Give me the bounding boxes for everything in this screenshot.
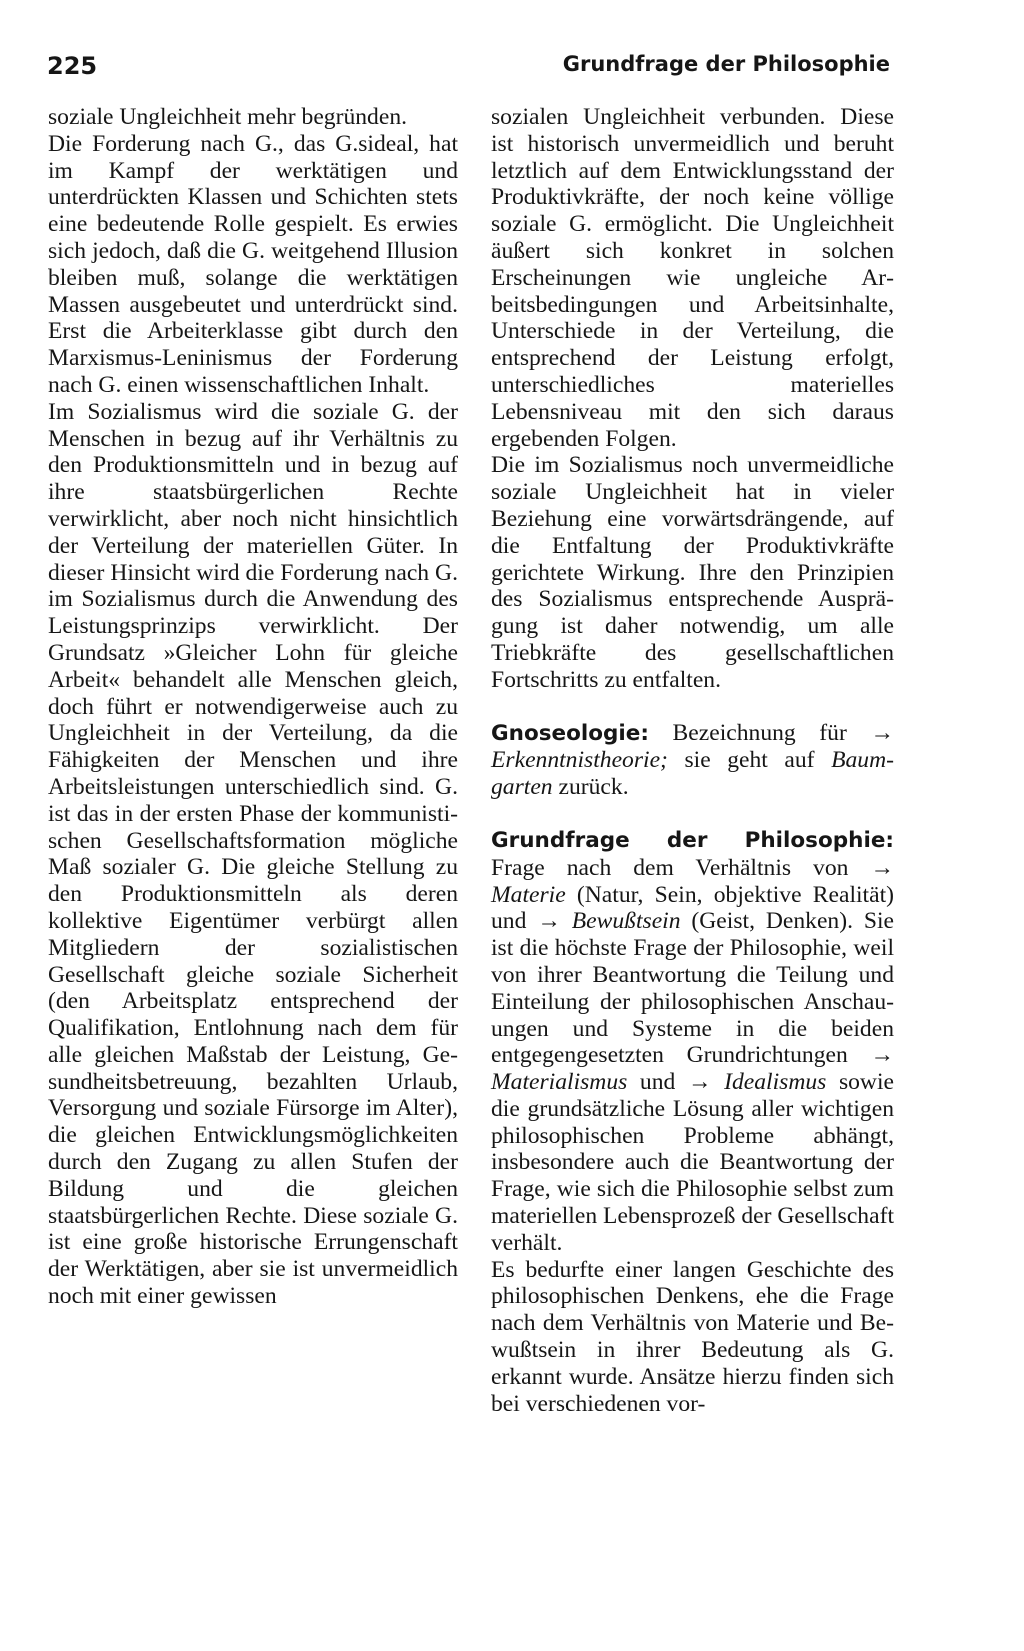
cross-reference: Materialismus — [491, 1069, 628, 1096]
entry-text: (Geist, Denken). Sie ist die höchste Frage der Philosophie, weil von ihrer Beantwortung die Teilung und Einteilung der philosophischen Anschauungen und Systeme in die beiden entgegengesetzten Grundrichtungen → — [491, 908, 895, 1069]
paragraph: sozialen Ungleichheit verbunden. Diese ist historisch unvermeidlich und beruht letztlich auf dem Entwicklungsstand der Produktivkräfte, der noch keine völlige soziale G. ermöglicht. Die Ungleichheit äußert sich konkret in solchen Erscheinungen wie ungleiche Arbeitsbedingungen und Arbeitsinhalte, Unterschiede in der Verteilung, die entsprechend der Leistung erfolgt, unterschiedliches materielles Lebensniveau mit den sich daraus ergebenden Folgen. — [491, 104, 894, 452]
entry-gnoseologie — [491, 720, 894, 801]
cross-reference: Materie — [491, 881, 566, 908]
entry-grundfrage — [491, 827, 894, 1257]
cross-reference: Erkenntnistheorie; — [491, 747, 668, 774]
running-head: Grundfrage der Philosophie — [562, 52, 890, 76]
paragraph: Die im Sozialismus noch unvermeidliche soziale Ungleichheit hat in vieler Beziehung eine vorwärtsdrängende, auf die Entfaltung der Produktivkräfte gerichtete Wirkung. Ihre den Prinzipien des Sozialismus entsprechende Ausprägung ist daher notwendig, um alle Triebkräfte des gesellschaftlichen Fortschritts zu entfalten. — [491, 452, 894, 693]
right-column — [491, 104, 894, 1417]
paragraph: soziale Ungleichheit mehr begründen. — [48, 104, 408, 130]
cross-reference: Idealismus — [724, 1069, 827, 1096]
entry-text: (Natur, Sein, objektive Realität) und → — [491, 881, 894, 935]
entry-text: Bezeichnung für → — [648, 719, 894, 746]
entry-text: und → — [627, 1069, 725, 1096]
paragraph: Es bedurfte einer langen Geschichte des philosophischen Denkens, ehe die Frage nach dem Verhältnis von Materie und Bewußtsein in ihrer Bedeutung als G. erkannt wurde. Ansätze hierzu finden sich bei verschiedenen vor- — [491, 1256, 894, 1417]
paragraph: Im Sozialismus wird die soziale G. der Menschen in bezug auf ihr Verhältnis zu den Produktionsmitteln und in bezug auf ihre staatsbürgerlichen Rechte verwirklicht, aber noch nicht hinsichtlich der Verteilung der materiellen Güter. In dieser Hinsicht wird die Forderung nach G. im Sozialismus durch die Anwendung des Leistungsprinzips verwirklicht. Der Grundsatz »Gleicher Lohn für gleiche Arbeit« behandelt alle Menschen gleich, doch führt er notwendigerweise auch zu Ungleichheit in der Verteilung, da die Fähigkeiten der Menschen und ihre Arbeitsleistungen unterschiedlich sind. G. ist das in der ersten Phase der kommunistischen Gesellschaftsformation mögliche Maß sozialer G. Die gleiche Stellung zu den Produktionsmitteln als deren kollektive Eigentümer verbürgt allen Mitgliedern der sozialistischen Gesellschaft gleiche soziale Sicherheit (den Arbeitsplatz entsprechend der Qualifikation, Entlohnung nach dem für alle gleichen Maßstab der Leistung, Gesundheitsbetreuung, bezahlten Urlaub, Versorgung und soziale Fürsorge im Alter), die gleichen Entwicklungsmöglichkeiten durch den Zugang zu allen Stufen der Bildung und die gleichen staatsbürgerlichen Rechte. Diese soziale G. ist eine große historische Errungenschaft der Werktätigen, aber sie ist unvermeidlich noch mit einer gewissen — [48, 398, 458, 1310]
page-header — [47, 52, 890, 88]
page-number: 225 — [47, 52, 98, 80]
entry-text: Frage nach dem Verhältnis von → — [491, 854, 894, 881]
entry-text: sowie die grundsätzliche Lösung aller wichtigen philosophischen Probleme abhängt, insbesondere auch die Beantwortung der Frage, wie sich die Philosophie selbst zum materiellen Lebensprozeß der Gesellschaft verhält. — [491, 1069, 894, 1256]
cross-reference: Bewußtsein — [571, 908, 681, 935]
entry-text: sie geht auf — [667, 747, 832, 774]
entry-headword: Gnoseologie: — [491, 720, 649, 746]
cross-reference: Baumgarten — [491, 747, 894, 801]
entry-text: zurück. — [552, 774, 629, 801]
left-column — [48, 104, 458, 1310]
entry-headword: Grundfrage der Philosophie: — [491, 827, 894, 853]
paragraph: Die Forderung nach G., das G.sideal, hat im Kampf der werktätigen und unterdrückten Klassen und Schichten stets eine bedeutende Rolle gespielt. Es erwies sich jedoch, daß die G. weitgehend Illusion bleiben muß, solange die werktätigen Massen ausgebeutet und unterdrückt sind. Erst die Arbeiterklasse gibt durch den Marxismus-Leninismus der Forderung nach G. einen wissenschaftlichen Inhalt. — [48, 130, 458, 398]
